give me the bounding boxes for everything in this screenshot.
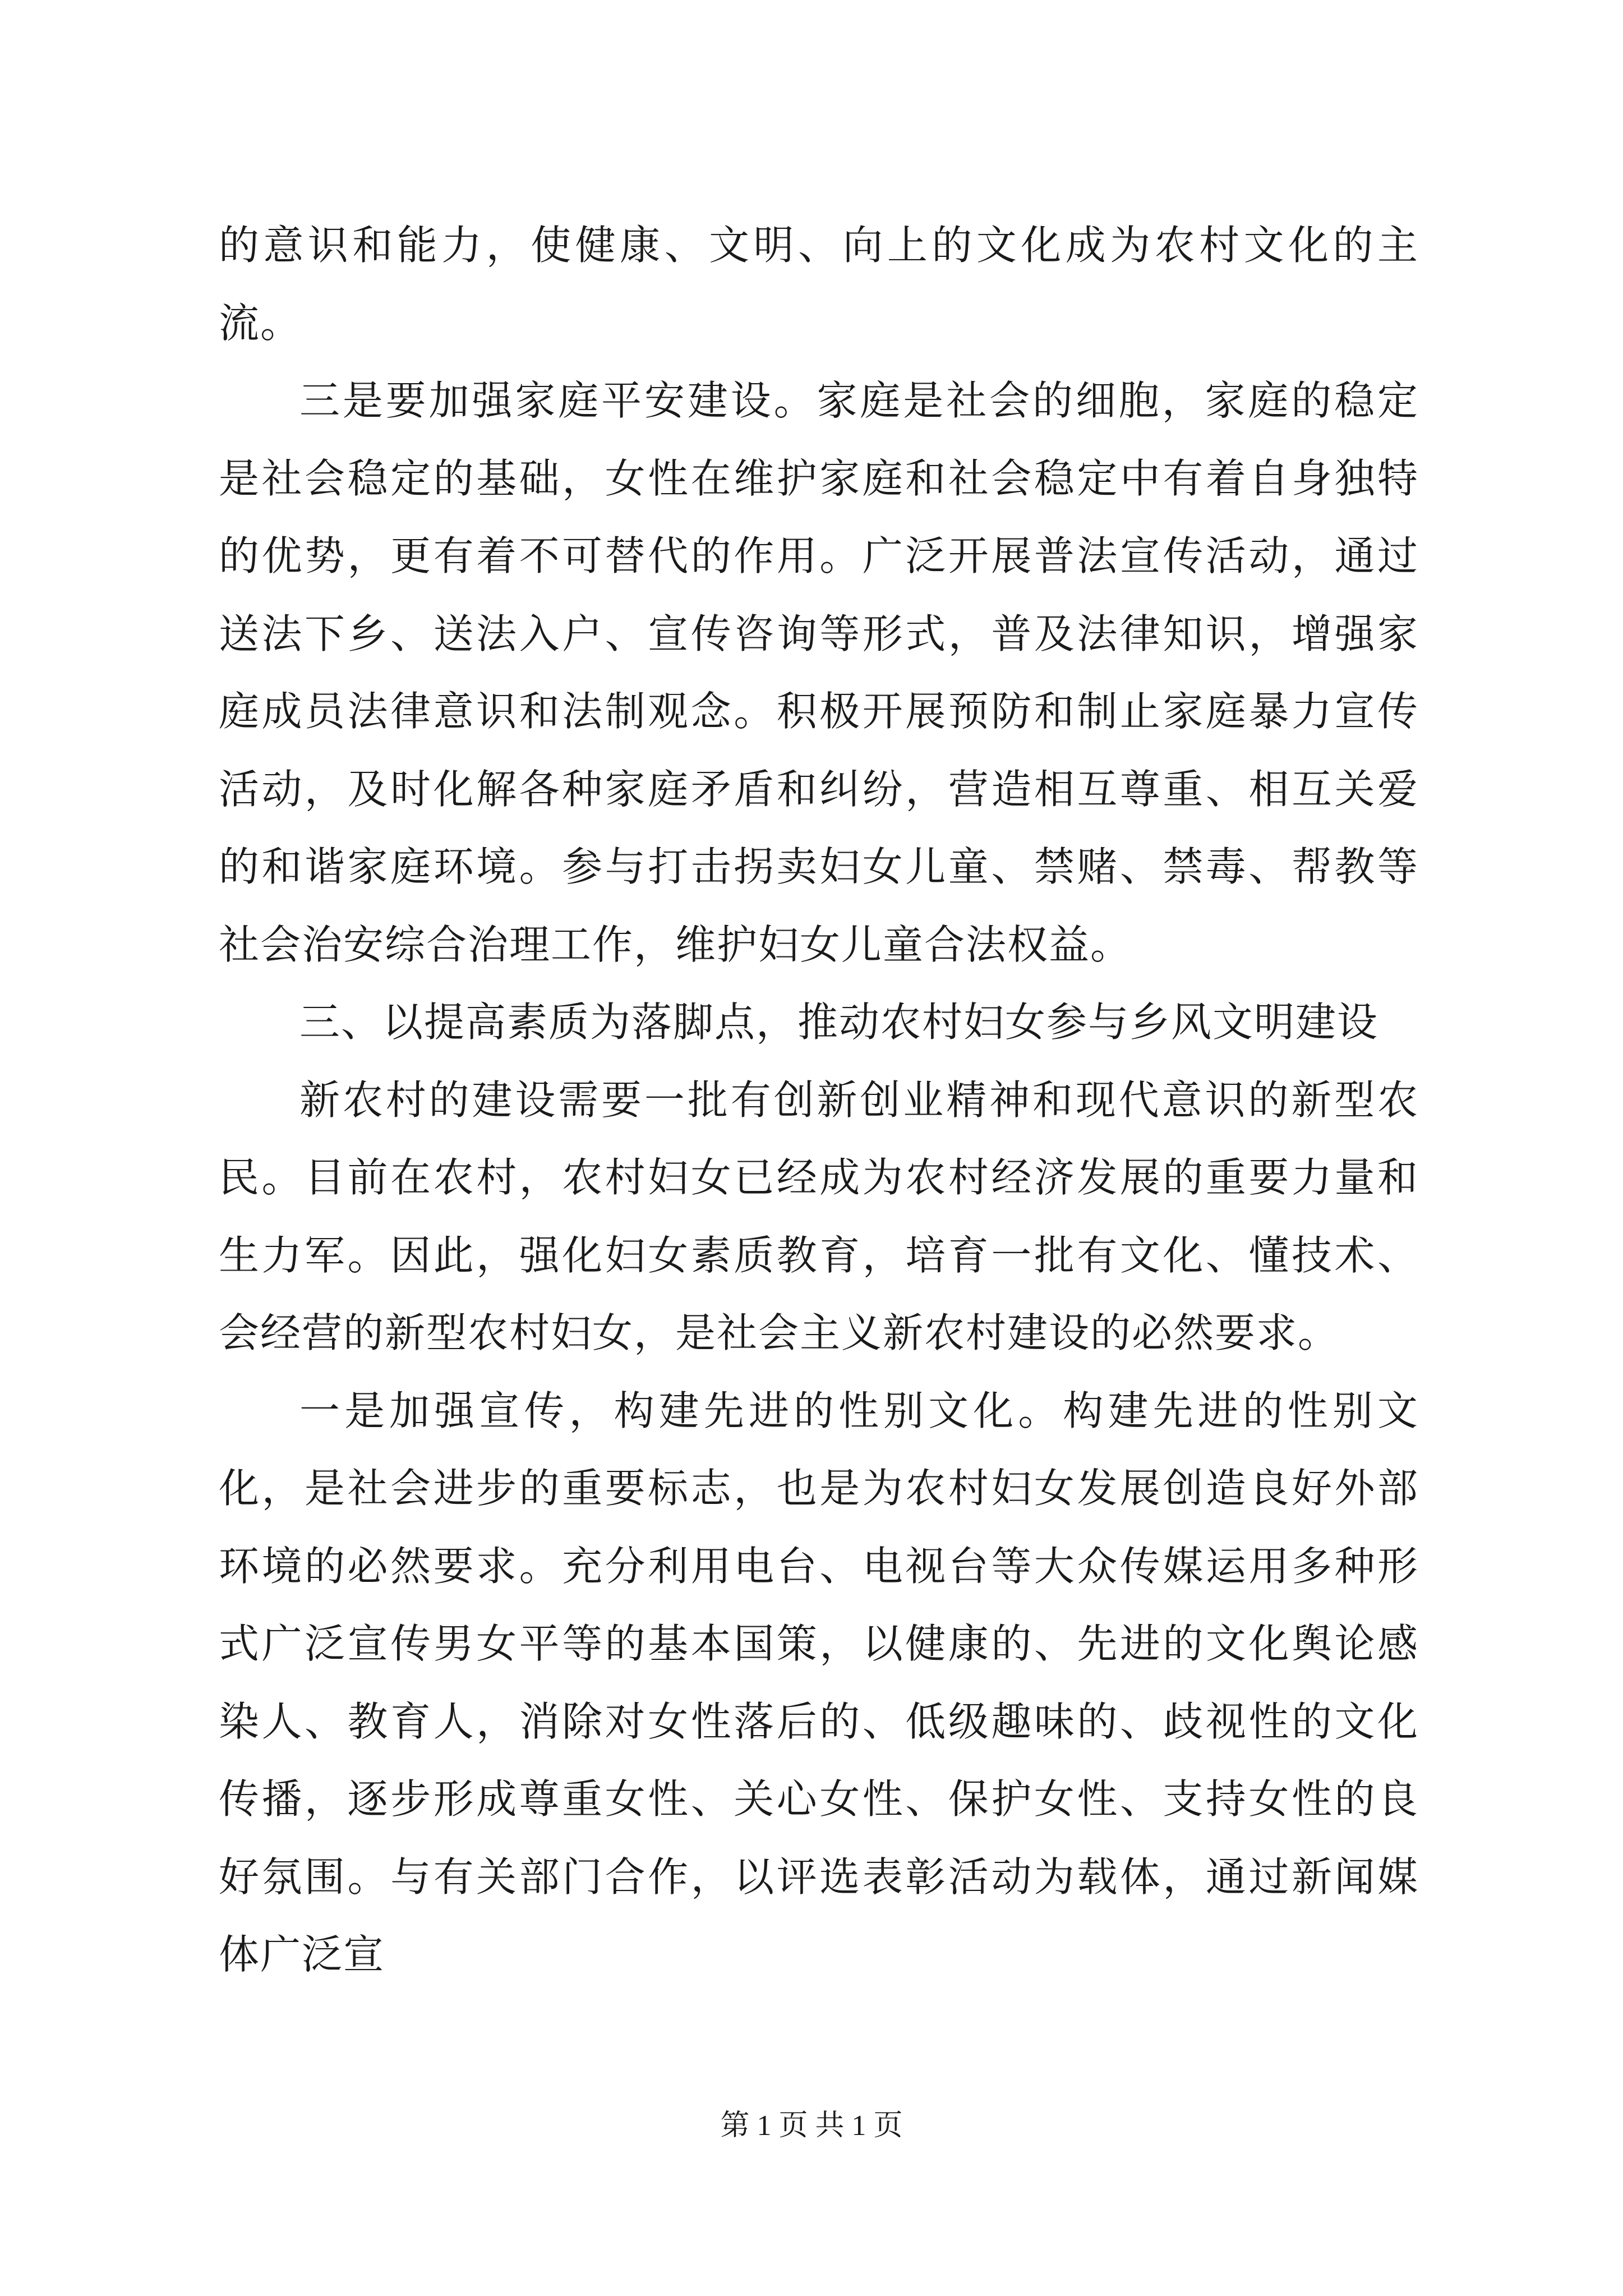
paragraph-family-safety: 三是要加强家庭平安建设。家庭是社会的细胞，家庭的稳定是社会稳定的基础，女性在维护家庭和社会稳定中有着自身独特的优势，更有着不可替代的作用。广泛开展普法宣传活动，通过送法下乡、送法入户、宣传咨询等形式，普及法律知识，增强家庭成员法律意识和法制观念。积极开展预防和制止家庭暴力宣传活动，及时化解各种家庭矛盾和纠纷，营造相互尊重、相互关爱的和谐家庭环境。参与打击拐卖妇女儿童、禁赌、禁毒、帮教等社会治安综合治理工作，维护妇女儿童合法权益。 (219, 377, 1419, 968)
paragraph-gender-culture: 一是加强宣传，构建先进的性别文化。构建先进的性别文化，是社会进步的重要标志，也是为农村妇女发展创造良好外部环境的必然要求。充分利用电台、电视台等大众传媒运用多种形式广泛宣传男女平等的基本国策，以健康的、先进的文化舆论感染人、教育人，消除对女性落后的、低级趣味的、歧视性的文化传播，逐步形成尊重女性、关心女性、保护女性、支持女性的良好氛围。与有关部门合作，以评选表彰活动为载体，通过新闻媒体广泛宣 (219, 1387, 1419, 1978)
paragraph-continuation: 的意识和能力，使健康、文明、向上的文化成为农村文化的主流。 (219, 222, 1419, 347)
document-body (219, 206, 1419, 1994)
paragraph-new-farmers: 新农村的建设需要一批有创新创业精神和现代意识的新型农民。目前在农村，农村妇女已经成为农村经济发展的重要力量和生力军。因此，强化妇女素质教育，培育一批有文化、懂技术、会经营的新型农村妇女，是社会主义新农村建设的必然要求。 (219, 1076, 1419, 1356)
section-heading-three: 三、以提高素质为落脚点，推动农村妇女参与乡风文明建设 (299, 999, 1379, 1046)
page-footer: 第 1 页 共 1 页 (720, 2110, 903, 2142)
